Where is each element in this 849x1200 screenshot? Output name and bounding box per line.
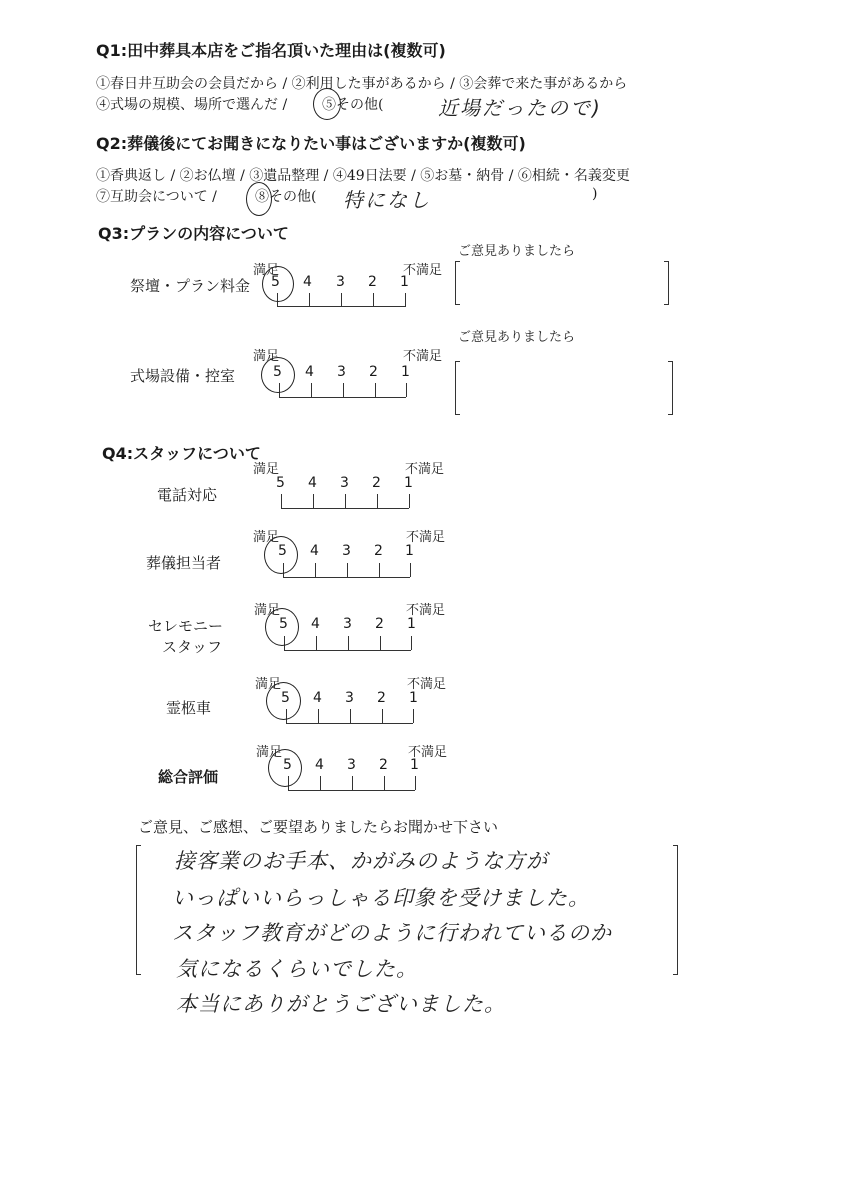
scale-tick <box>348 636 349 650</box>
scale-tick <box>316 636 317 650</box>
q4-title: Q4:スタッフについて <box>102 444 261 463</box>
scale-tick <box>281 494 282 508</box>
scale-value: 4 <box>313 690 322 706</box>
scale-low-label: 不満足 <box>405 462 445 477</box>
scale-tick <box>318 709 319 723</box>
scale-value: 5 <box>276 475 285 491</box>
scale-value: 1 <box>409 690 418 706</box>
q2-title: Q2:葬儀後にてお聞きになりたい事はございますか(複数可) <box>96 134 526 153</box>
scale-value: 1 <box>405 543 414 559</box>
q2-other-label: ⑧その他( <box>255 189 317 205</box>
scale-baseline <box>288 790 415 791</box>
q4-item-label: 総合評価 <box>158 768 219 786</box>
q3-title: Q3:プランの内容について <box>98 224 289 243</box>
comment-line: いっぱいいらっしゃる印象を受けました。 <box>172 886 590 910</box>
comment-line: 本当にありがとうございました。 <box>176 992 506 1016</box>
scale-baseline <box>286 723 413 724</box>
scale-tick <box>405 293 406 307</box>
scale-tick <box>313 494 314 508</box>
scale-baseline <box>281 508 409 509</box>
scale-tick <box>406 383 407 397</box>
scale-tick <box>413 709 414 723</box>
selection-circle <box>266 682 301 720</box>
scale-value: 1 <box>410 757 419 773</box>
q3-opinion-box-left <box>455 361 460 415</box>
selection-circle <box>262 266 294 302</box>
scale-high-label: 満足 <box>253 530 280 545</box>
scale-tick <box>311 383 312 397</box>
comments-box-left <box>136 845 141 975</box>
q3-item-label: 式場設備・控室 <box>130 367 236 385</box>
scale-tick <box>380 636 381 650</box>
scale-tick <box>410 563 411 577</box>
scale-baseline <box>279 397 406 398</box>
scale-value: 3 <box>345 690 354 706</box>
scale-value: 3 <box>337 364 346 380</box>
q1-options-line2a: ④式場の規模、場所で選んだ / <box>96 97 288 113</box>
scale-tick <box>345 494 346 508</box>
q4-item-label: 電話対応 <box>157 486 218 504</box>
scale-value: 3 <box>347 757 356 773</box>
scale-tick <box>315 563 316 577</box>
selection-circle <box>268 749 302 787</box>
scale-value: 5 <box>273 364 282 380</box>
q4-item-label-line2: スタッフ <box>162 638 223 656</box>
scale-low-label: 不満足 <box>408 745 448 760</box>
scale-value: 4 <box>315 757 324 773</box>
q3-item-label: 祭壇・プラン料金 <box>130 277 251 295</box>
scale-high-label: 満足 <box>253 349 280 364</box>
q3-opinion-label: ご意見ありましたら <box>458 330 576 345</box>
scale-tick <box>309 293 310 307</box>
q3-opinion-label: ご意見ありましたら <box>458 244 576 259</box>
scale-tick <box>375 383 376 397</box>
comment-line: スタッフ教育がどのように行われているのか <box>172 921 612 945</box>
q4-item-label: 葬儀担当者 <box>146 554 222 572</box>
scale-low-label: 不満足 <box>407 677 447 692</box>
scale-value: 1 <box>404 475 413 491</box>
scale-value: 5 <box>271 274 280 290</box>
q1-handwriting: 近場だったので) <box>438 96 602 120</box>
scale-tick <box>377 494 378 508</box>
scale-value: 2 <box>372 475 381 491</box>
scale-value: 3 <box>340 475 349 491</box>
comment-line: 気になるくらいでした。 <box>176 957 418 981</box>
scale-value: 4 <box>311 616 320 632</box>
scale-low-label: 不満足 <box>406 530 446 545</box>
scale-baseline <box>277 306 405 307</box>
scale-value: 3 <box>336 274 345 290</box>
q2-close-paren: ) <box>592 186 598 202</box>
scale-tick <box>347 563 348 577</box>
scale-low-label: 不満足 <box>403 349 443 364</box>
scale-value: 2 <box>369 364 378 380</box>
scale-high-label: 満足 <box>253 462 280 477</box>
scale-tick <box>379 563 380 577</box>
scale-tick <box>343 383 344 397</box>
q1-options-line1: ①春日井互助会の会員だから / ②利用した事があるから / ③会葬で来た事があるから <box>96 76 628 92</box>
q1-selection-circle <box>313 88 341 120</box>
q1-other-label: ⑤その他( <box>322 97 384 113</box>
scale-value: 5 <box>281 690 290 706</box>
scale-tick <box>384 776 385 790</box>
q2-options-line1: ①香典返し / ②お仏壇 / ③遺品整理 / ④49日法要 / ⑤お墓・納骨 / ⑥相続・名義変更 <box>96 168 630 184</box>
scale-tick <box>350 709 351 723</box>
comments-box-right <box>673 845 678 975</box>
scale-value: 3 <box>343 616 352 632</box>
q2-options-line2a: ⑦互助会について / <box>96 189 217 205</box>
scale-value: 1 <box>407 616 416 632</box>
scale-value: 4 <box>305 364 314 380</box>
scale-high-label: 満足 <box>255 677 282 692</box>
scale-low-label: 不満足 <box>406 603 446 618</box>
scale-baseline <box>284 650 411 651</box>
scale-value: 5 <box>278 543 287 559</box>
scale-tick <box>373 293 374 307</box>
scale-value: 2 <box>375 616 384 632</box>
scale-tick <box>409 494 410 508</box>
scale-high-label: 満足 <box>253 263 280 278</box>
comment-line: 接客業のお手本、かがみのような方が <box>174 849 548 873</box>
q1-title: Q1:田中葬具本店をご指名頂いた理由は(複数可) <box>96 41 446 60</box>
scale-tick <box>352 776 353 790</box>
q2-handwriting: 特になし <box>343 188 431 212</box>
scale-value: 5 <box>279 616 288 632</box>
scale-value: 4 <box>310 543 319 559</box>
scale-value: 5 <box>283 757 292 773</box>
q2-selection-circle <box>246 182 272 216</box>
scale-value: 2 <box>374 543 383 559</box>
scale-baseline <box>283 577 410 578</box>
scale-value: 2 <box>379 757 388 773</box>
scale-high-label: 満足 <box>256 745 283 760</box>
q3-opinion-box-right <box>664 261 669 305</box>
scale-tick <box>382 709 383 723</box>
scale-value: 4 <box>303 274 312 290</box>
q3-opinion-box-left <box>455 261 460 305</box>
scale-value: 2 <box>377 690 386 706</box>
q4-item-label-line1: セレモニー <box>148 617 224 635</box>
scale-high-label: 満足 <box>254 603 281 618</box>
scale-tick <box>411 636 412 650</box>
scale-value: 4 <box>308 475 317 491</box>
scale-tick <box>341 293 342 307</box>
selection-circle <box>264 536 298 574</box>
comments-prompt: ご意見、ご感想、ご要望ありましたらお聞かせ下さい <box>138 818 499 836</box>
scale-tick <box>415 776 416 790</box>
q4-item-label: 霊柩車 <box>166 699 212 717</box>
scale-value: 3 <box>342 543 351 559</box>
scale-value: 1 <box>401 364 410 380</box>
q3-opinion-box-right <box>668 361 673 415</box>
selection-circle <box>265 608 299 646</box>
scale-value: 1 <box>400 274 409 290</box>
scale-tick <box>320 776 321 790</box>
scale-value: 2 <box>368 274 377 290</box>
scale-low-label: 不満足 <box>403 263 443 278</box>
selection-circle <box>261 357 295 393</box>
